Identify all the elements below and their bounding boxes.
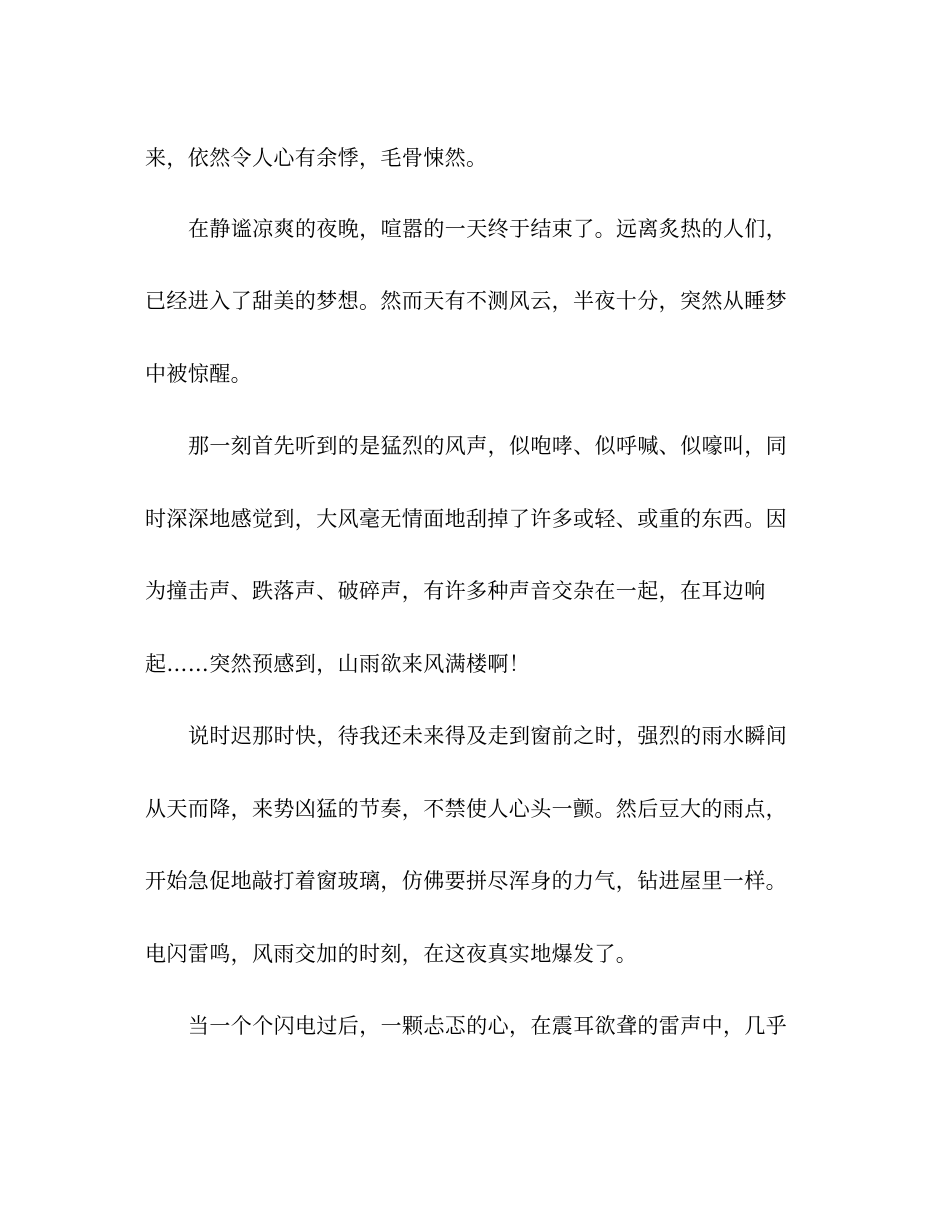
text-line: 来，依然令人心有余悸，毛骨悚然。 (145, 146, 488, 170)
text-line: 电闪雷鸣，风雨交加的时刻，在这夜真实地爆发了。 (145, 942, 638, 966)
text-line: 已经进入了甜美的梦想。然而天有不测风云，半夜十分，突然从睡梦 (145, 289, 787, 313)
paragraph-first-line: 当一个个闪电过后，一颗忐忑的心，在震耳欲聋的雷声中，几乎 (188, 1014, 788, 1038)
text-line: 中被惊醒。 (145, 362, 252, 386)
paragraph-first-line: 说时迟那时快，待我还未来得及走到窗前之时，强烈的雨水瞬间 (188, 724, 788, 748)
text-line: 开始急促地敲打着窗玻璃，仿佛要拼尽浑身的力气，钻进屋里一样。 (145, 869, 787, 893)
text-line: 起……突然预感到，山雨欲来风满楼啊！ (145, 652, 531, 676)
paragraph-first-line: 在静谧凉爽的夜晚，喧嚣的一天终于结束了。远离炙热的人们， (188, 217, 788, 241)
text-line: 为撞击声、跌落声、破碎声，有许多种声音交杂在一起，在耳边响 (145, 579, 766, 603)
text-line: 从天而降，来势凶猛的节奏，不禁使人心头一颤。然后豆大的雨点， (145, 797, 787, 821)
paragraph-first-line: 那一刻首先听到的是猛烈的风声，似咆哮、似呼喊、似嚎叫，同 (188, 434, 788, 458)
text-line: 时深深地感觉到，大风毫无情面地刮掉了许多或轻、或重的东西。因 (145, 507, 787, 531)
